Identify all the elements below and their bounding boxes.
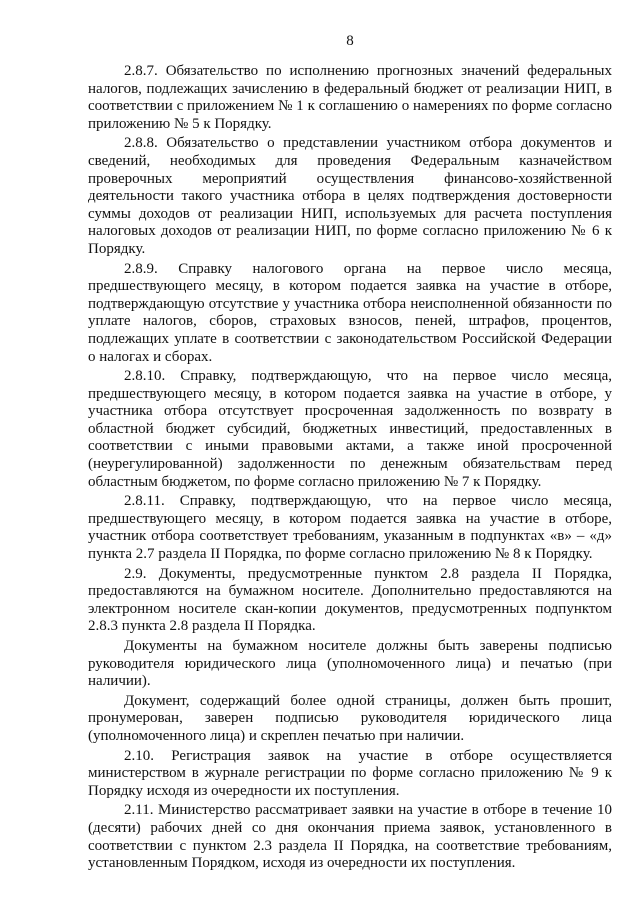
paragraph-document-binding: Документ, содержащий более одной страницы, должен быть прошит, пронумерован, заверен подписью руководителя юридического лица (уполномоченного лица) и скреплен печатью при наличии.: [88, 692, 612, 744]
paragraph-2-8-9: 2.8.9. Справку налогового органа на первое число месяца, предшествующего месяцу, в котором подается заявка на участие в отборе, подтверждающую отсутствие у участника отбора неисполненной обязанности по уплате налогов, сборов, страховых взносов, пеней, штрафов, процентов, подлежащих уплате в соответствии с законодательством Российской Федерации о налогах и сборах.: [88, 260, 612, 365]
paragraph-2-11: 2.11. Министерство рассматривает заявки на участие в отборе в течение 10 (десяти) рабочих дней со дня окончания приема заявок, установленного в соответствии с пунктом 2.3 раздела II Порядка, на соответствие требованиям, установленным Порядком, исходя из очередности их поступления.: [88, 802, 612, 872]
paragraph-2-8-7: 2.8.7. Обязательство по исполнению прогнозных значений федеральных налогов, подлежащих зачислению в федеральный бюджет от реализации НИП, в соответствии с приложением № 1 к соглашению о намерениях по форме согласно приложению № 5 к Порядку.: [88, 63, 612, 132]
paragraph-2-8-10: 2.8.10. Справку, подтверждающую, что на первое число месяца, предшествующего месяцу, в котором подается заявка на участие в отборе, у участника отбора отсутствует просроченная задолженность по возврату в областной бюджет субсидий, бюджетных инвестиций, предоставленных в соответствии с иными правовыми актами, а также иной просроченной (неурегулированной) задолженности по денежным обязательствам перед областным бюджетом, по форме согласно приложению № 7 к Порядку.: [88, 368, 612, 490]
paragraph-2-10: 2.10. Регистрация заявок на участие в отборе осуществляется министерством в журнале регистрации по форме согласно приложению № 9 к Порядку исходя из очередности их поступления.: [88, 747, 612, 799]
paragraph-2-8-8: 2.8.8. Обязательство о представлении участником отбора документов и сведений, необходимых для проведения Федеральным казначейством проверочных мероприятий осуществления финансово-хозяйственной деятельности такого участника отбора в целях подтверждения достоверности суммы доходов от реализации НИП, используемых для расчета поступления налоговых доходов от реализации НИП, по форме согласно приложению № 6 к Порядку.: [88, 135, 612, 257]
paragraph-2-9: 2.9. Документы, предусмотренные пунктом 2.8 раздела II Порядка, предоставляются на бумажном носителе. Дополнительно предоставляются на электронном носителе скан-копии документов, предусмотренных подпунктом 2.8.3 пункта 2.8 раздела II Порядка.: [88, 565, 612, 635]
page-number: 8: [346, 33, 354, 49]
document-body: [88, 63, 612, 873]
paragraph-documents-signature: Документы на бумажном носителе должны быть заверены подписью руководителя юридического лица (уполномоченного лица) и печатью (при наличии).: [88, 638, 612, 690]
paragraph-2-8-11: 2.8.11. Справку, подтверждающую, что на первое число месяца, предшествующего месяцу, в котором подается заявка на участие в отборе, участник отбора соответствует требованиям, указанным в подпунктах «в» – «д» пункта 2.7 раздела II Порядка, по форме согласно приложению № 8 к Порядку.: [88, 493, 612, 563]
